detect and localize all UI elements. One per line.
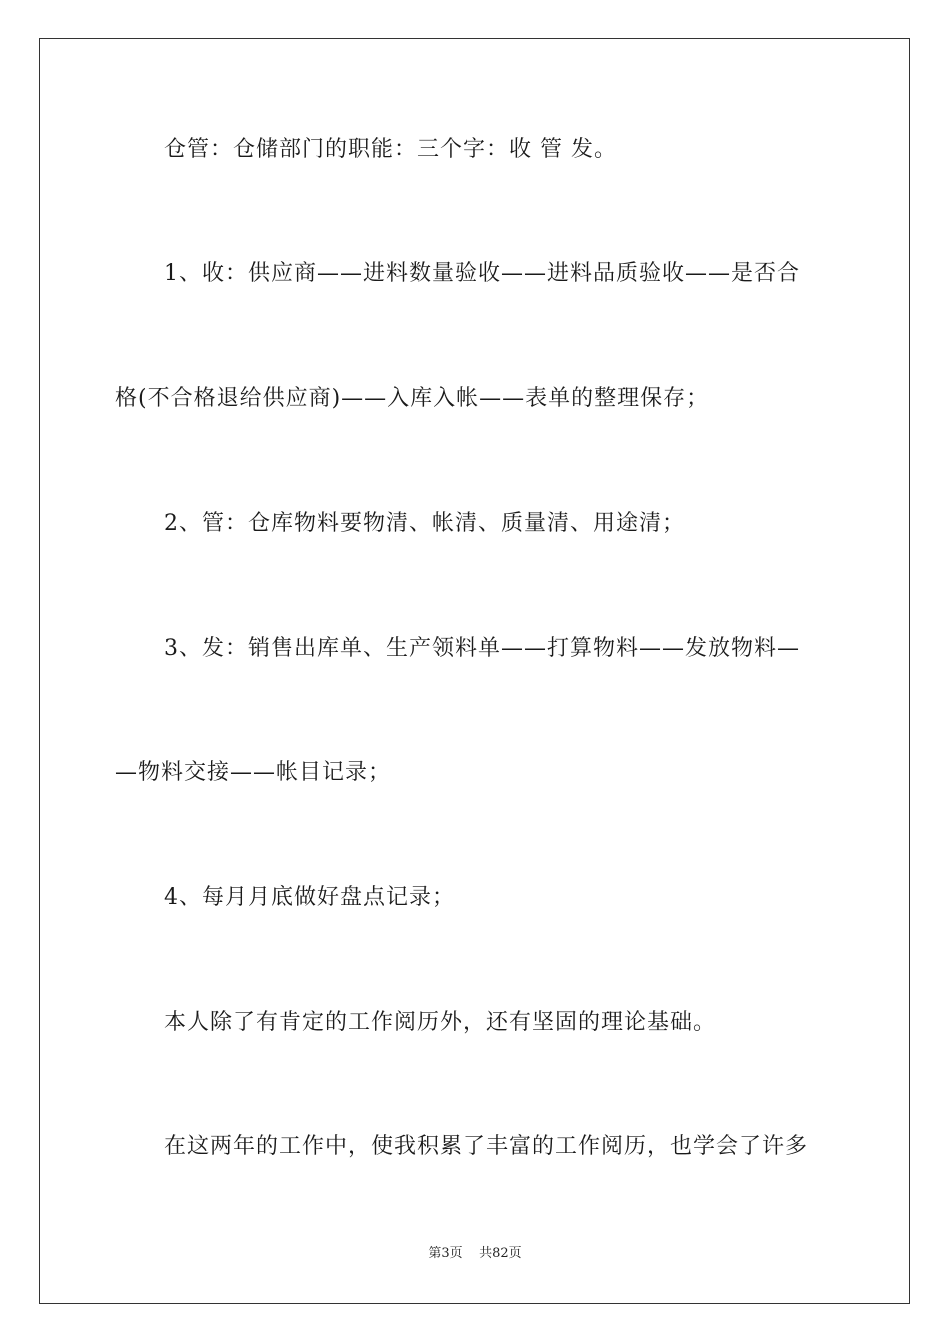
paragraph-line: 仓管：仓储部门的职能：三个字：收 管 发。 bbox=[164, 137, 617, 162]
page-total: 共82页 bbox=[479, 1246, 522, 1261]
paragraph-line: 2、管：仓库物料要物清、帐清、质量清、用途清； bbox=[164, 511, 685, 536]
page-number: 第3页 bbox=[428, 1246, 463, 1261]
page-border bbox=[39, 38, 910, 1304]
paragraph-line: 1、收：供应商——进料数量验收——进料品质验收——是否合 bbox=[164, 261, 800, 286]
paragraph-line: 在这两年的工作中，使我积累了丰富的工作阅历，也学会了许多 bbox=[164, 1134, 809, 1159]
page-footer bbox=[0, 1245, 950, 1263]
paragraph-line: 4、每月月底做好盘点记录； bbox=[164, 885, 455, 910]
paragraph-line: 本人除了有肯定的工作阅历外，还有坚固的理论基础。 bbox=[164, 1010, 717, 1035]
paragraph-line: 3、发：销售出库单、生产领料单——打算物料——发放物料— bbox=[164, 636, 800, 661]
paragraph-line: 格(不合格退给供应商)——入库入帐——表单的整理保存； bbox=[115, 386, 710, 411]
paragraph-line: —物料交接——帐目记录； bbox=[115, 760, 392, 785]
